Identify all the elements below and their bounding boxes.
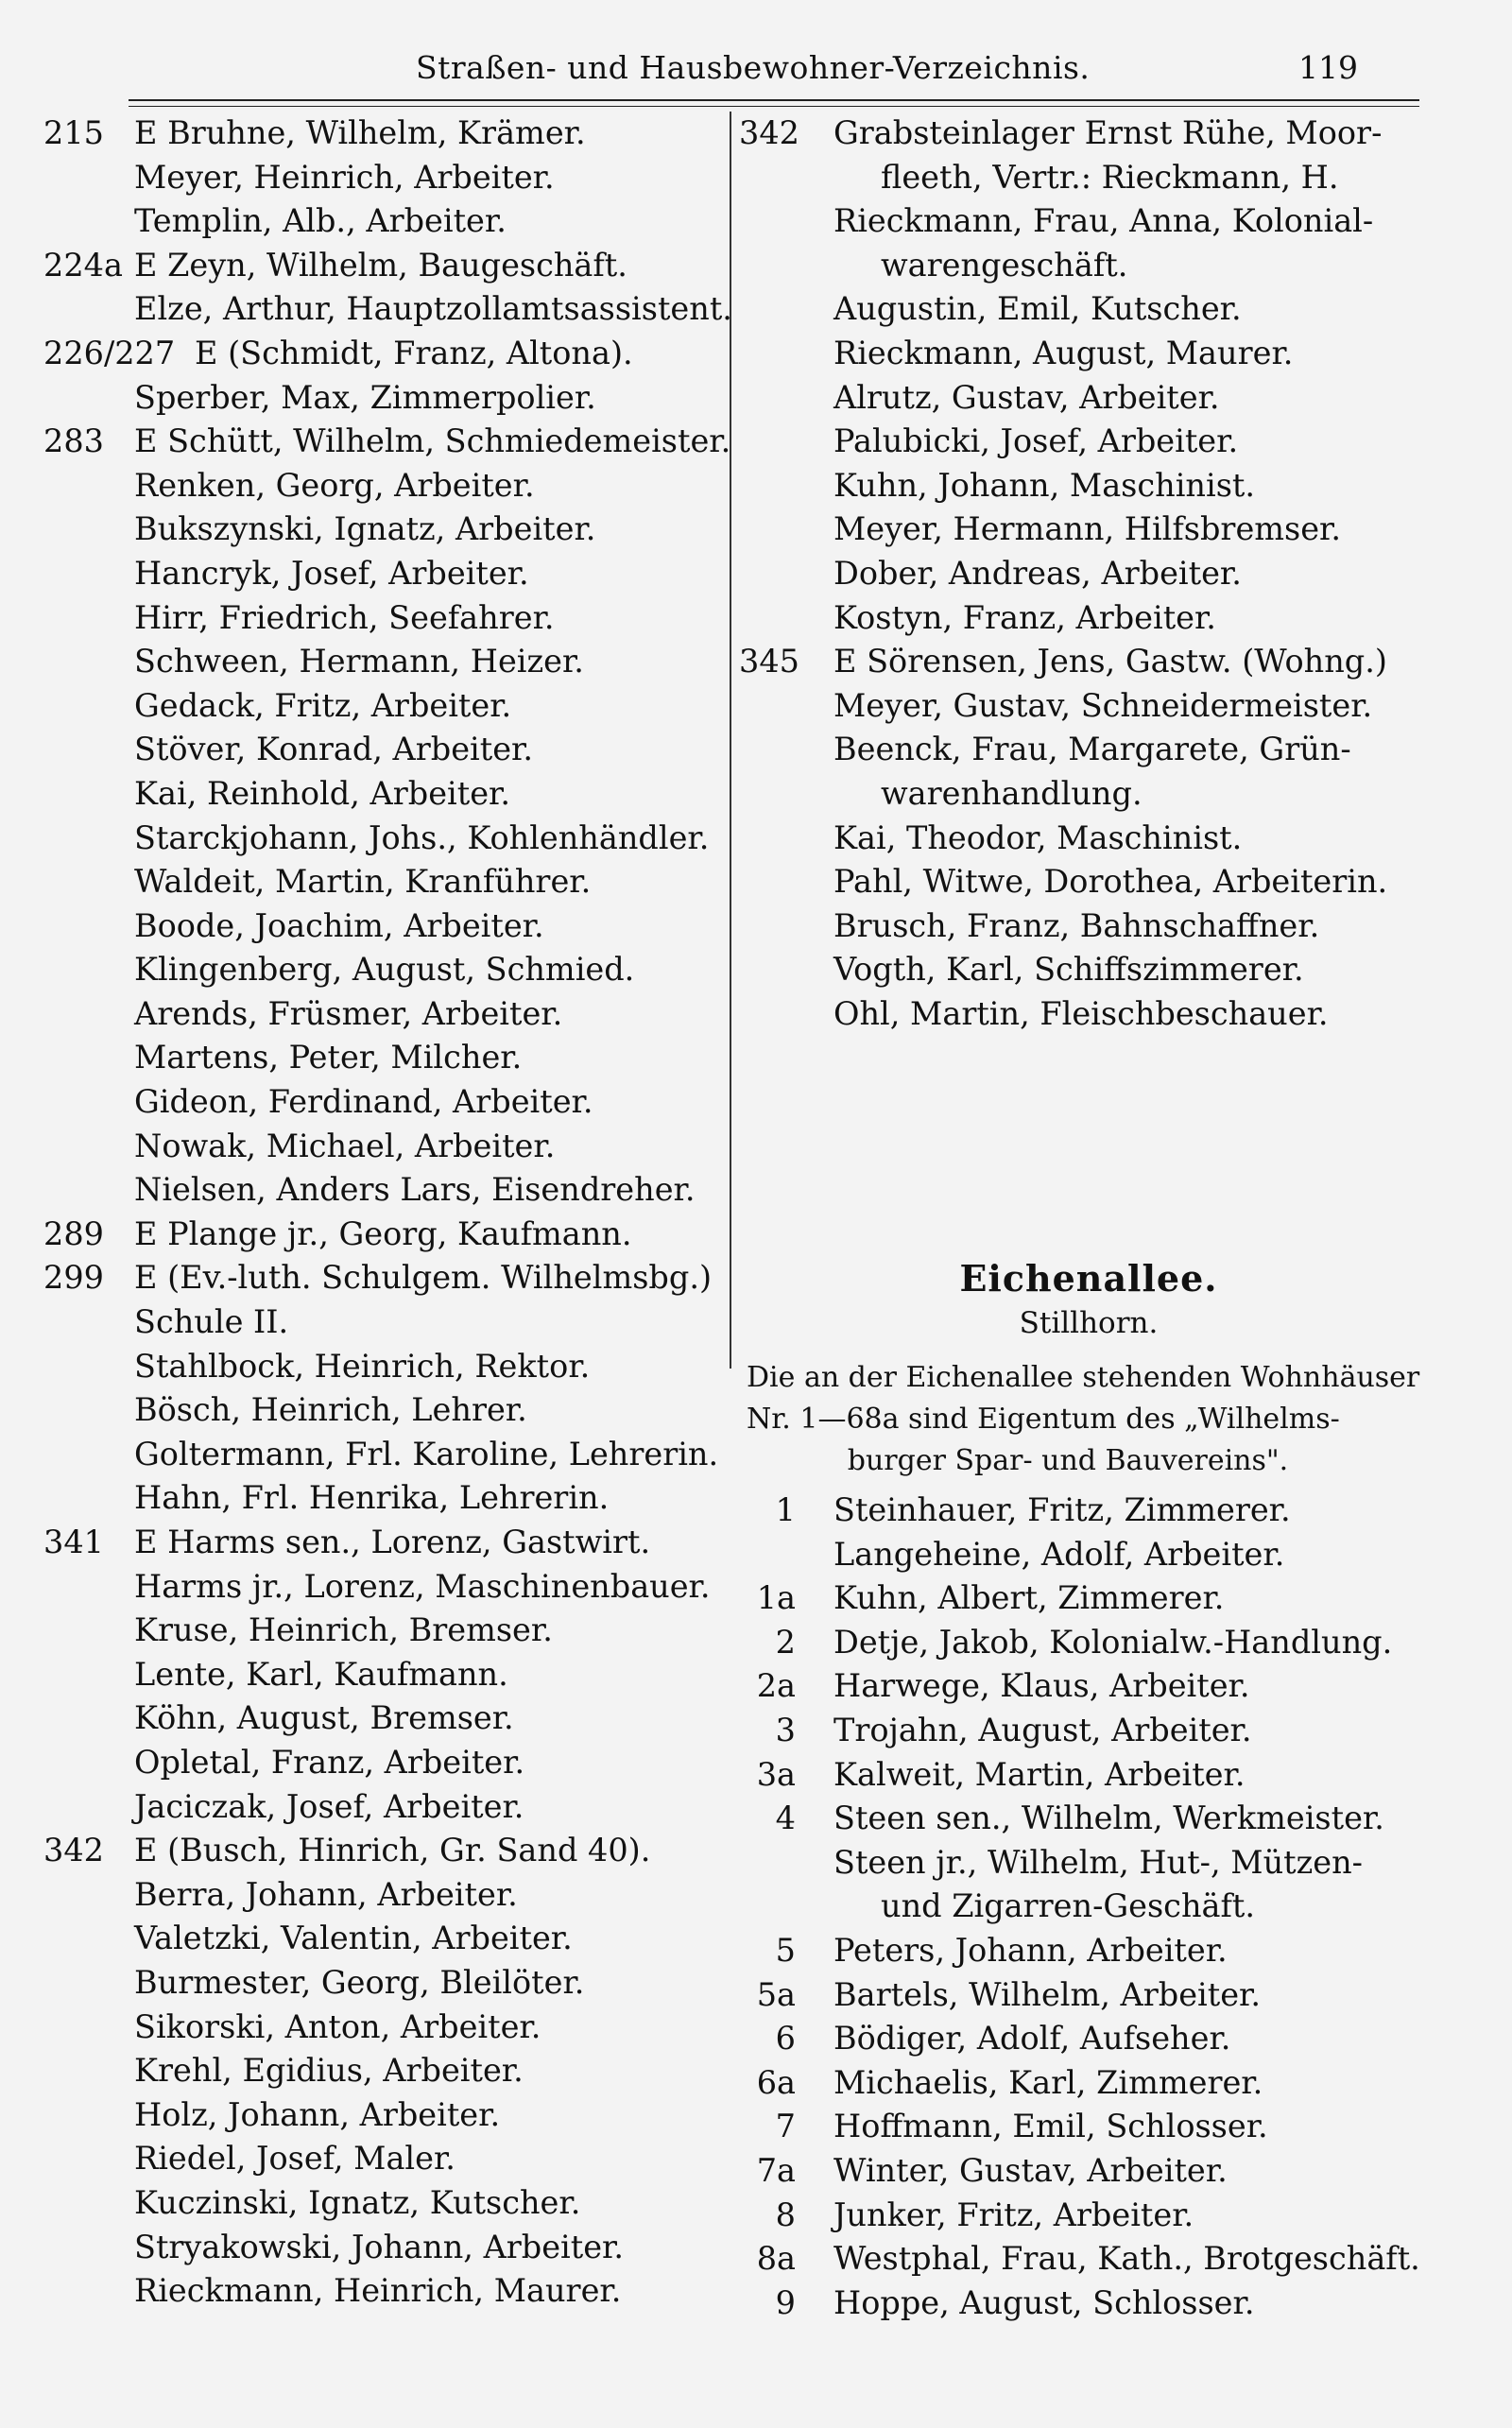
resident-text: Sperber, Max, Zimmerpolier. <box>134 378 596 416</box>
directory-entry <box>739 244 1438 288</box>
house-number: 345 <box>739 643 799 680</box>
directory-entry <box>43 244 724 288</box>
resident-text: E (Ev.-luth. Schulgem. Wilhelmsbg.) <box>134 1259 713 1297</box>
resident-text: E Schütt, Wilhelm, Schmiedemeister. <box>134 422 731 460</box>
resident-text: E Zeyn, Wilhelm, Baugeschäft. <box>134 246 627 284</box>
directory-entry <box>43 904 724 949</box>
house-number: 4 <box>775 1799 796 1837</box>
resident-text: Stahlbock, Heinrich, Rektor. <box>134 1347 591 1385</box>
house-number: 289 <box>43 1214 104 1252</box>
directory-entry <box>739 992 1438 1037</box>
page-title: Straßen- und Hausbewohner-Verzeichnis. <box>416 49 1091 86</box>
house-number: 1a <box>756 1579 796 1617</box>
directory-entry <box>43 1036 724 1080</box>
resident-text: Bödiger, Adolf, Aufseher. <box>833 2020 1231 2058</box>
directory-entry <box>43 1741 724 1785</box>
resident-text: Kuczinski, Ignatz, Kutscher. <box>134 2183 581 2221</box>
resident-text: Valetzki, Valentin, Arbeiter. <box>134 1920 573 1957</box>
section-subtitle: Stillhorn. <box>1019 1306 1159 1340</box>
directory-entry <box>43 2269 724 2314</box>
resident-text: Harwege, Klaus, Arbeiter. <box>833 1667 1250 1705</box>
resident-text: Holz, Johann, Arbeiter. <box>134 2095 501 2133</box>
resident-text: Gideon, Ferdinand, Arbeiter. <box>134 1083 593 1121</box>
directory-entry <box>739 112 1438 156</box>
directory-entry <box>739 1885 1438 1929</box>
directory-entry <box>43 1521 724 1565</box>
directory-entry <box>43 1696 724 1741</box>
resident-text: Pahl, Witwe, Dorothea, Arbeiterin. <box>833 863 1388 901</box>
directory-entry <box>43 817 724 861</box>
directory-entry <box>43 1125 724 1169</box>
directory-entry <box>43 1873 724 1918</box>
house-number: 224a <box>43 246 123 284</box>
directory-entry <box>43 1785 724 1830</box>
resident-text: Kruse, Heinrich, Bremser. <box>134 1611 553 1649</box>
directory-entry <box>43 1213 724 1257</box>
directory-entry <box>739 1973 1438 2018</box>
house-number: 5a <box>756 1975 796 2013</box>
resident-text: Sikorski, Anton, Arbeiter. <box>134 2007 541 2045</box>
directory-entry <box>43 2137 724 2181</box>
resident-text: Krehl, Egidius, Arbeiter. <box>134 2052 524 2090</box>
resident-text: Jaciczak, Josef, Arbeiter. <box>134 1787 524 1825</box>
resident-text: Köhn, August, Bremser. <box>134 1699 514 1737</box>
directory-entry <box>43 1917 724 1961</box>
directory-entry <box>739 640 1438 684</box>
directory-entry <box>739 2105 1438 2149</box>
directory-entry <box>739 1533 1438 1577</box>
resident-text: Boode, Joachim, Arbeiter. <box>134 906 544 944</box>
directory-entry <box>43 508 724 552</box>
house-number: 215 <box>43 114 104 151</box>
directory-entry <box>43 640 724 684</box>
resident-text: Rieckmann, Heinrich, Maurer. <box>134 2272 622 2310</box>
directory-entry <box>43 860 724 904</box>
resident-text: Dober, Andreas, Arbeiter. <box>833 554 1242 592</box>
house-number: 342 <box>43 1832 104 1869</box>
directory-entry <box>739 904 1438 949</box>
directory-entry <box>43 992 724 1037</box>
directory-entry <box>739 1841 1438 1886</box>
directory-entry <box>43 1476 724 1521</box>
directory-entry <box>739 332 1438 376</box>
directory-entry <box>43 1300 724 1345</box>
resident-text: Steen sen., Wilhelm, Werkmeister. <box>833 1799 1384 1837</box>
resident-text: Peters, Johann, Arbeiter. <box>833 1931 1228 1969</box>
resident-text: Hoppe, August, Schlosser. <box>833 2283 1255 2321</box>
directory-entry <box>43 1829 724 1873</box>
resident-text: Grabsteinlager Ernst Rühe, Moor- <box>833 114 1383 151</box>
directory-entry <box>739 464 1438 508</box>
resident-text: Elze, Arthur, Hauptzollamtsassistent. <box>134 290 732 328</box>
directory-entry <box>43 684 724 729</box>
directory-entry <box>739 287 1438 332</box>
house-number: 2a <box>756 1667 796 1705</box>
directory-entry <box>739 420 1438 464</box>
directory-entry <box>739 2282 1438 2326</box>
resident-text: Meyer, Gustav, Schneidermeister. <box>833 686 1373 724</box>
left-column <box>43 112 732 2314</box>
resident-text: Nielsen, Anders Lars, Eisendreher. <box>134 1171 696 1209</box>
resident-text: Berra, Johann, Arbeiter. <box>134 1875 518 1913</box>
resident-text: Langeheine, Adolf, Arbeiter. <box>833 1535 1285 1573</box>
directory-entry <box>43 156 724 200</box>
directory-entry <box>43 1345 724 1389</box>
directory-entry <box>739 596 1438 641</box>
resident-text: Templin, Alb., Arbeiter. <box>134 202 507 240</box>
directory-entry <box>739 2194 1438 2238</box>
directory-entry <box>739 2017 1438 2061</box>
resident-text: E Harms sen., Lorenz, Gastwirt. <box>134 1524 651 1560</box>
directory-entry <box>43 2226 724 2270</box>
section-entries <box>739 1489 1438 2325</box>
house-number: 5 <box>775 1931 796 1969</box>
directory-entry <box>739 1797 1438 1841</box>
directory-entry <box>739 2149 1438 2194</box>
resident-text: Lente, Karl, Kaufmann. <box>134 1655 508 1693</box>
resident-text: E Sörensen, Jens, Gastw. (Wohng.) <box>833 643 1387 680</box>
resident-text: Meyer, Heinrich, Arbeiter. <box>134 158 555 196</box>
directory-entry <box>43 2049 724 2093</box>
resident-text: Schween, Hermann, Heizer. <box>134 643 584 680</box>
resident-text: Westphal, Frau, Kath., Brotgeschäft. <box>833 2240 1420 2278</box>
resident-text: Arends, Früsmer, Arbeiter. <box>134 994 563 1032</box>
directory-entry <box>739 199 1438 244</box>
resident-text: Bösch, Heinrich, Lehrer. <box>134 1391 527 1429</box>
directory-entry <box>739 508 1438 552</box>
section-title: Eichenallee. <box>959 1257 1218 1300</box>
resident-text: Gedack, Fritz, Arbeiter. <box>134 686 512 724</box>
directory-entry <box>739 2237 1438 2282</box>
directory-entry <box>739 860 1438 904</box>
resident-text: Kuhn, Albert, Zimmerer. <box>833 1579 1225 1617</box>
directory-entry <box>43 464 724 508</box>
resident-text: Palubicki, Josef, Arbeiter. <box>833 422 1239 460</box>
resident-text: Detje, Jakob, Kolonialw.-Handlung. <box>833 1623 1393 1661</box>
directory-entry <box>739 156 1438 200</box>
resident-text: Hoffmann, Emil, Schlosser. <box>833 2108 1268 2145</box>
directory-entry <box>43 1565 724 1610</box>
directory-entry <box>739 948 1438 992</box>
house-number: 7a <box>756 2151 796 2189</box>
page-number: 119 <box>1298 49 1358 86</box>
directory-entry <box>739 1664 1438 1709</box>
house-number: 341 <box>43 1524 104 1560</box>
directory-entry <box>43 332 724 376</box>
house-number: 3 <box>775 1711 796 1748</box>
resident-text: und Zigarren-Geschäft. <box>881 1887 1255 1925</box>
directory-entry <box>43 596 724 641</box>
section-note <box>747 1357 1427 1482</box>
resident-text: fleeth, Vertr.: Rieckmann, H. <box>881 158 1339 196</box>
house-number: 8a <box>756 2240 796 2278</box>
resident-text: Vogth, Karl, Schiffszimmerer. <box>833 951 1304 989</box>
directory-entry <box>43 420 731 464</box>
resident-text: Schule II. <box>134 1303 289 1341</box>
house-number: 226/227 <box>43 334 176 371</box>
resident-text: Kai, Reinhold, Arbeiter. <box>134 774 511 812</box>
resident-text: Waldeit, Martin, Kranführer. <box>134 863 592 901</box>
resident-text: Stöver, Konrad, Arbeiter. <box>134 731 534 768</box>
house-number: 6 <box>775 2020 796 2058</box>
house-number: 299 <box>43 1259 104 1297</box>
resident-text: Bartels, Wilhelm, Arbeiter. <box>833 1975 1262 2013</box>
directory-entry <box>43 287 732 332</box>
resident-text: Alrutz, Gustav, Arbeiter. <box>833 378 1220 416</box>
resident-text: Trojahn, August, Arbeiter. <box>833 1711 1252 1748</box>
house-number: 3a <box>756 1755 796 1793</box>
directory-entry <box>43 728 724 772</box>
resident-text: Burmester, Georg, Bleilöter. <box>134 1963 585 2001</box>
directory-entry <box>43 2006 724 2050</box>
note-line: Nr. 1—68a sind Eigentum des „Wilhelms- <box>747 1403 1340 1436</box>
resident-text: Opletal, Franz, Arbeiter. <box>134 1743 525 1781</box>
resident-text: warenhandlung. <box>881 774 1143 812</box>
directory-entry <box>43 552 724 596</box>
directory-entry <box>43 1653 724 1697</box>
directory-entry <box>43 199 724 244</box>
resident-text: E (Busch, Hinrich, Gr. Sand 40). <box>134 1832 651 1869</box>
directory-entry <box>43 1080 724 1125</box>
resident-text: E Bruhne, Wilhelm, Krämer. <box>134 114 586 151</box>
resident-text: Hahn, Frl. Henrika, Lehrerin. <box>134 1479 610 1517</box>
directory-entry <box>43 772 724 817</box>
directory-entry <box>739 772 1438 817</box>
resident-text: Kostyn, Franz, Arbeiter. <box>833 598 1216 636</box>
directory-entry <box>739 2061 1438 2106</box>
note-line: burger Spar- und Bauvereins". <box>847 1444 1289 1477</box>
directory-entry <box>43 1388 724 1433</box>
resident-text: warengeschäft. <box>881 246 1128 284</box>
page-header <box>0 49 1512 93</box>
resident-text: Junker, Fritz, Arbeiter. <box>833 2196 1194 2233</box>
directory-entry <box>739 1489 1438 1533</box>
directory-entry <box>739 1621 1438 1665</box>
resident-text: Starckjohann, Johs., Kohlenhändler. <box>134 818 710 856</box>
resident-text: Michaelis, Karl, Zimmerer. <box>833 2063 1263 2101</box>
resident-text: Steen jr., Wilhelm, Hut-, Mützen- <box>833 1843 1363 1881</box>
directory-entry <box>739 376 1438 421</box>
resident-text: Martens, Peter, Milcher. <box>134 1039 523 1076</box>
house-number: 6a <box>756 2063 796 2101</box>
directory-entry <box>739 552 1438 596</box>
house-number: 1 <box>775 1491 796 1528</box>
house-number: 283 <box>43 422 104 460</box>
house-number: 7 <box>775 2108 796 2145</box>
header-rule <box>129 99 1419 101</box>
resident-text: Bukszynski, Ignatz, Arbeiter. <box>134 510 596 548</box>
directory-entry <box>739 728 1438 772</box>
directory-entry <box>43 112 724 156</box>
directory-entry <box>43 1168 724 1213</box>
resident-text: Harms jr., Lorenz, Maschinenbauer. <box>134 1567 711 1605</box>
directory-entry <box>739 1709 1438 1753</box>
resident-text: Stryakowski, Johann, Arbeiter. <box>134 2228 625 2265</box>
resident-text: Nowak, Michael, Arbeiter. <box>134 1127 556 1164</box>
resident-text: Winter, Gustav, Arbeiter. <box>833 2151 1228 2189</box>
directory-entry <box>43 376 724 421</box>
header-rule-thin <box>129 106 1419 107</box>
directory-entry <box>43 1609 724 1653</box>
resident-text: Goltermann, Frl. Karoline, Lehrerin. <box>134 1435 719 1472</box>
directory-entry <box>43 1961 724 2006</box>
house-number: 8 <box>775 2196 796 2233</box>
resident-text: E Plange jr., Georg, Kaufmann. <box>134 1214 632 1252</box>
directory-entry <box>739 1929 1438 1973</box>
resident-text: Meyer, Hermann, Hilfsbremser. <box>833 510 1342 548</box>
note-line: Die an der Eichenallee stehenden Wohnhäuser <box>747 1361 1420 1394</box>
right-column <box>739 112 1438 1036</box>
house-number: 342 <box>739 114 799 151</box>
resident-text: Kai, Theodor, Maschinist. <box>833 818 1243 856</box>
resident-text: Hancryk, Josef, Arbeiter. <box>134 554 529 592</box>
resident-text: Renken, Georg, Arbeiter. <box>134 466 535 504</box>
resident-text: Klingenberg, August, Schmied. <box>134 951 635 989</box>
resident-text: Augustin, Emil, Kutscher. <box>833 290 1242 328</box>
directory-entry <box>43 2093 724 2138</box>
resident-text: Kuhn, Johann, Maschinist. <box>833 466 1256 504</box>
resident-text: Rieckmann, August, Maurer. <box>833 334 1294 371</box>
house-number: 9 <box>775 2283 796 2321</box>
directory-entry <box>739 817 1438 861</box>
resident-text: Steinhauer, Fritz, Zimmerer. <box>833 1491 1291 1528</box>
directory-entry <box>43 1433 724 1477</box>
resident-text: Brusch, Franz, Bahnschaffner. <box>833 906 1320 944</box>
directory-entry <box>739 1576 1438 1621</box>
directory-entry <box>43 1256 724 1300</box>
directory-entry <box>739 684 1438 729</box>
resident-text: Kalweit, Martin, Arbeiter. <box>833 1755 1246 1793</box>
resident-text: Rieckmann, Frau, Anna, Kolonial- <box>833 202 1374 240</box>
resident-text: E (Schmidt, Franz, Altona). <box>195 334 633 371</box>
resident-text: Riedel, Josef, Maler. <box>134 2140 455 2178</box>
directory-entry <box>43 2181 724 2226</box>
directory-entry <box>43 948 724 992</box>
house-number: 2 <box>775 1623 796 1661</box>
resident-text: Hirr, Friedrich, Seefahrer. <box>134 598 555 636</box>
resident-text: Beenck, Frau, Margarete, Grün- <box>833 731 1351 768</box>
resident-text: Ohl, Martin, Fleischbeschauer. <box>833 994 1329 1032</box>
directory-entry <box>739 1753 1438 1798</box>
